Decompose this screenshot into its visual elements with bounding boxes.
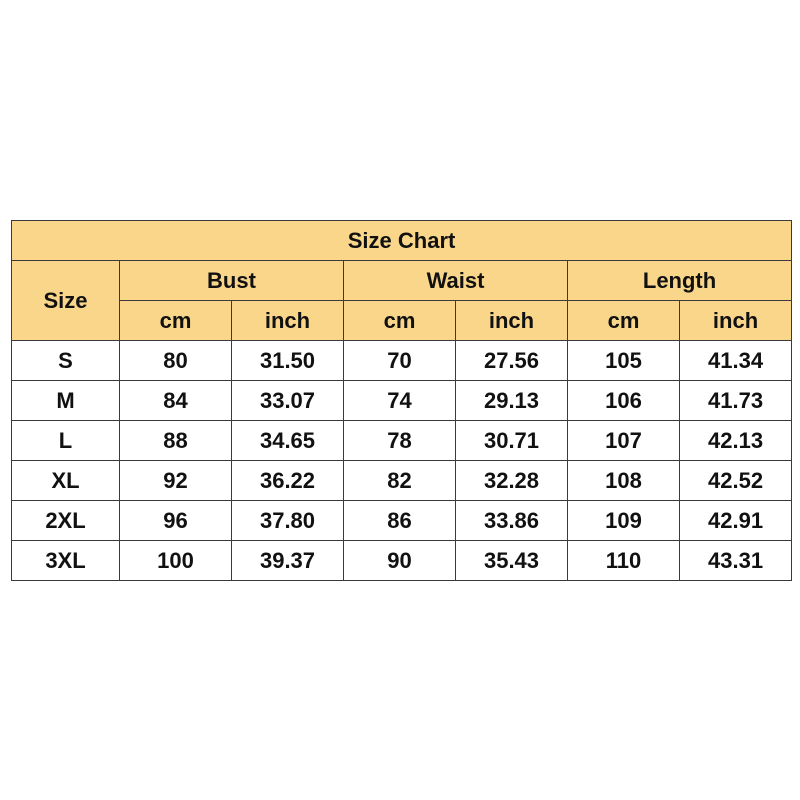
value-cell: 27.56 [456,341,568,381]
value-cell: 70 [344,341,456,381]
value-cell: 107 [568,421,680,461]
value-cell: 109 [568,501,680,541]
value-cell: 33.86 [456,501,568,541]
value-cell: 96 [120,501,232,541]
value-cell: 74 [344,381,456,421]
value-cell: 84 [120,381,232,421]
value-cell: 30.71 [456,421,568,461]
value-cell: 88 [120,421,232,461]
value-cell: 42.91 [680,501,792,541]
value-cell: 78 [344,421,456,461]
value-cell: 80 [120,341,232,381]
value-cell: 82 [344,461,456,501]
bust-header: Bust [120,261,344,301]
value-cell: 42.13 [680,421,792,461]
size-cell: XL [12,461,120,501]
value-cell: 29.13 [456,381,568,421]
value-cell: 108 [568,461,680,501]
unit-header: cm [120,301,232,341]
value-cell: 43.31 [680,541,792,581]
table-row [12,461,792,501]
unit-header: cm [344,301,456,341]
table-row [12,341,792,381]
size-cell: 2XL [12,501,120,541]
value-cell: 90 [344,541,456,581]
size-cell: 3XL [12,541,120,581]
value-cell: 33.07 [232,381,344,421]
waist-header: Waist [344,261,568,301]
unit-header: inch [456,301,568,341]
table-row [12,541,792,581]
size-chart-table [11,220,792,581]
value-cell: 92 [120,461,232,501]
size-header: Size [12,261,120,341]
table-row [12,381,792,421]
value-cell: 37.80 [232,501,344,541]
value-cell: 106 [568,381,680,421]
table-row [12,501,792,541]
size-chart-body [12,341,792,581]
size-cell: S [12,341,120,381]
value-cell: 41.34 [680,341,792,381]
length-header: Length [568,261,792,301]
unit-header: inch [232,301,344,341]
value-cell: 35.43 [456,541,568,581]
value-cell: 32.28 [456,461,568,501]
unit-header: cm [568,301,680,341]
value-cell: 41.73 [680,381,792,421]
value-cell: 42.52 [680,461,792,501]
size-cell: L [12,421,120,461]
value-cell: 86 [344,501,456,541]
value-cell: 36.22 [232,461,344,501]
size-cell: M [12,381,120,421]
value-cell: 34.65 [232,421,344,461]
value-cell: 110 [568,541,680,581]
value-cell: 39.37 [232,541,344,581]
value-cell: 31.50 [232,341,344,381]
table-row [12,421,792,461]
chart-title: Size Chart [12,221,792,261]
value-cell: 100 [120,541,232,581]
unit-header: inch [680,301,792,341]
value-cell: 105 [568,341,680,381]
